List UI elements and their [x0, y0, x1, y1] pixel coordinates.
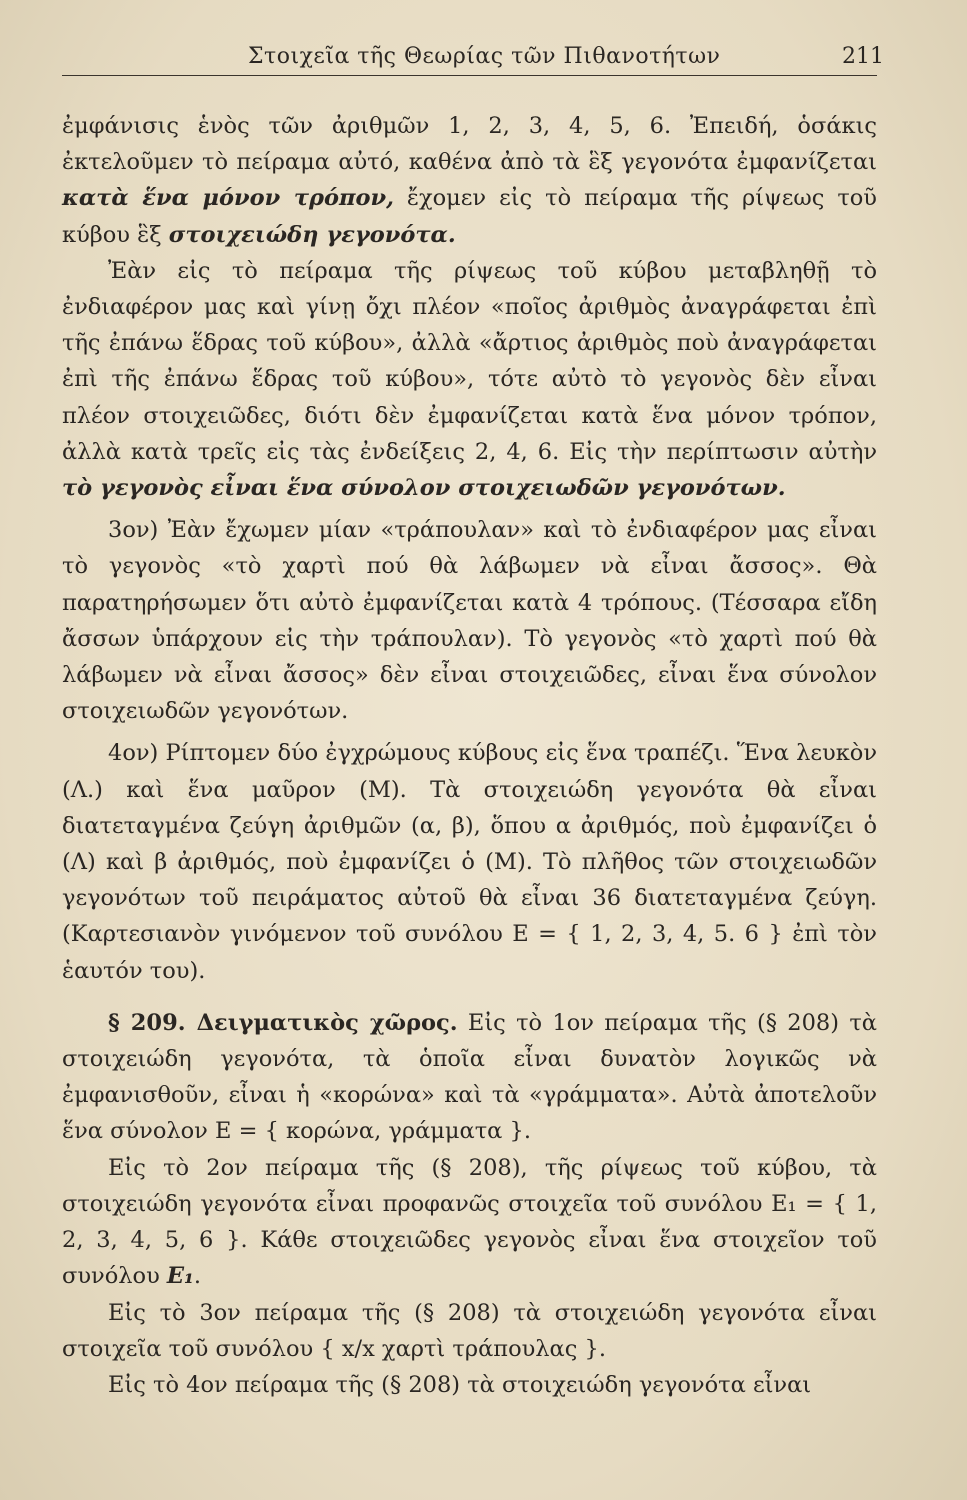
paragraph-elementary-events [62, 108, 877, 253]
section-text: Εἰς τὸ 1ον πείραμα τῆς (§ 208) τὰ στοιχειώδη γεγονότα, τὰ ὁποῖα εἶναι δυνατὸν λογικῶς νὰ ἐμφανισθοῦν, εἶναι ἡ «κορώνα» καὶ τὰ «γράμματα». Αὐτὰ ἀποτελοῦν ἕνα σύνολον Ε = { κορώνα, γράμματα }. [62, 1009, 877, 1145]
paragraph-example-4: 4ον) Ρίπτομεν δύο ἐγχρώμους κύβους εἰς ἕνα τραπέζι. Ἕνα λευκὸν (Λ.) καὶ ἕνα μαῦρον (Μ). Τὰ στοιχειώδη γεγονότα θὰ εἶναι διατεταγμένα ζεύγη ἀριθμῶν (α, β), ὅπου α ἀριθμός, ποὺ ἐμφανίζει ὁ (Λ) καὶ β ἀριθμός, ποὺ ἐμφανίζει ὁ (Μ). Τὸ πλῆθος τῶν στοιχειωδῶν γεγονότων τοῦ πειράματος αὐτοῦ θὰ εἶναι 36 διατεταγμένα ζεύγη. (Καρτεσιανὸν γινόμενον τοῦ συνόλου Ε = { 1, 2, 3, 4, 5. 6 } ἐπὶ τὸν ἑαυτόν του). [62, 740, 877, 984]
page-number: 211 [842, 44, 884, 69]
paragraph-experiment-3: Εἰς τὸ 3ον πείραμα τῆς (§ 208) τὰ στοιχειώδη γεγονότα εἶναι στοιχεῖα τοῦ συνόλου { x/x χαρτὶ τράπουλας }. [62, 1299, 877, 1362]
paragraph-experiment-2 [62, 1150, 877, 1295]
body-text [62, 108, 877, 1403]
p1-emphasis-term: στοιχειώδη γεγονότα. [168, 221, 456, 248]
p1-text: ἐμφάνισις ἑνὸς τῶν ἀριθμῶν 1, 2, 3, 4, 5, 6. Ἐπειδή, ὁσάκις ἐκτελοῦμεν τὸ πείραμα αὐτό, καθένα ἀπὸ τὰ ἓξ γεγονότα ἐμφανίζεται [62, 113, 877, 176]
p1-text-cont: ἔχομεν εἰς τὸ πείραμα τῆς ρίψεως τοῦ κύβου ἓξ [62, 185, 877, 248]
section-209 [62, 1005, 877, 1150]
p6-period: . [193, 1263, 202, 1290]
section-heading: § 209. Δειγματικὸς χῶρος. [108, 1009, 458, 1036]
running-head [0, 38, 967, 78]
paragraph-example-3: 3ον) Ἐὰν ἔχωμεν μίαν «τράπουλαν» καὶ τὸ ἐνδιαφέρον μας εἶναι τὸ γεγονὸς «τὸ χαρτὶ πού θὰ λάβωμεν νὰ εἶναι ἄσσος». Θὰ παρατηρήσωμεν ὅτι αὐτὸ ἐμφανίζεται κατὰ 4 τρόπους. (Τέσσαρα εἴδη ἄσσων ὑπάρχουν εἰς τὴν τράπουλαν). Τὸ γεγονὸς «τὸ χαρτὶ πού θὰ λάβωμεν νὰ εἶναι ἄσσος» δὲν εἶναι στοιχειῶδες, εἶναι ἕνα σύνολον στοιχειωδῶν γεγονότων. [62, 517, 877, 725]
paragraph-even-number [62, 253, 877, 506]
paragraph-experiment-4: Εἰς τὸ 4ον πείραμα τῆς (§ 208) τὰ στοιχειώδη γεγονότα εἶναι [108, 1371, 812, 1398]
p6-text: Εἰς τὸ 2ον πείραμα τῆς (§ 208), τῆς ρίψεως τοῦ κύβου, τὰ στοιχειώδη γεγονότα εἶναι προφανῶς στοιχεῖα τοῦ συνόλου Ε₁ = { 1, 2, 3, 4, 5, 6 }. Κάθε στοιχειῶδες γεγονὸς εἶναι ἕνα στοιχεῖον τοῦ συνόλου [62, 1154, 877, 1290]
set-symbol: Ε₁ [166, 1263, 194, 1290]
running-head-title: Στοιχεῖα τῆς Θεωρίας τῶν Πιθανοτήτων [248, 44, 721, 69]
p2-emphasis: τὸ γεγονὸς εἶναι ἕνα σύνολον στοιχειωδῶν γεγονότων. [62, 475, 786, 502]
header-rule [62, 75, 877, 76]
p2-text: Ἐὰν εἰς τὸ πείραμα τῆς ρίψεως τοῦ κύβου μεταβληθῇ τὸ ἐνδιαφέρον μας καὶ γίνῃ ὄχι πλέον «ποῖος ἀριθμὸς ἀναγράφεται ἐπὶ τῆς ἐπάνω ἕδρας τοῦ κύβου», ἀλλὰ «ἄρτιος ἀριθμὸς ποὺ ἀναγράφεται ἐπὶ τῆς ἐπάνω ἕδρας τοῦ κύβου», τότε αὐτὸ τὸ γεγονὸς δὲν εἶναι πλέον στοιχειῶδες, διότι δὲν ἐμφανίζεται κατὰ ἕνα μόνον τρόπον, ἀλλὰ κατὰ τρεῖς εἰς τὰς ἐνδείξεις 2, 4, 6. Εἰς τὴν περίπτωσιν αὐτὴν [62, 257, 877, 465]
p1-emphasis: κατὰ ἕνα μόνον τρόπον, [62, 185, 394, 212]
